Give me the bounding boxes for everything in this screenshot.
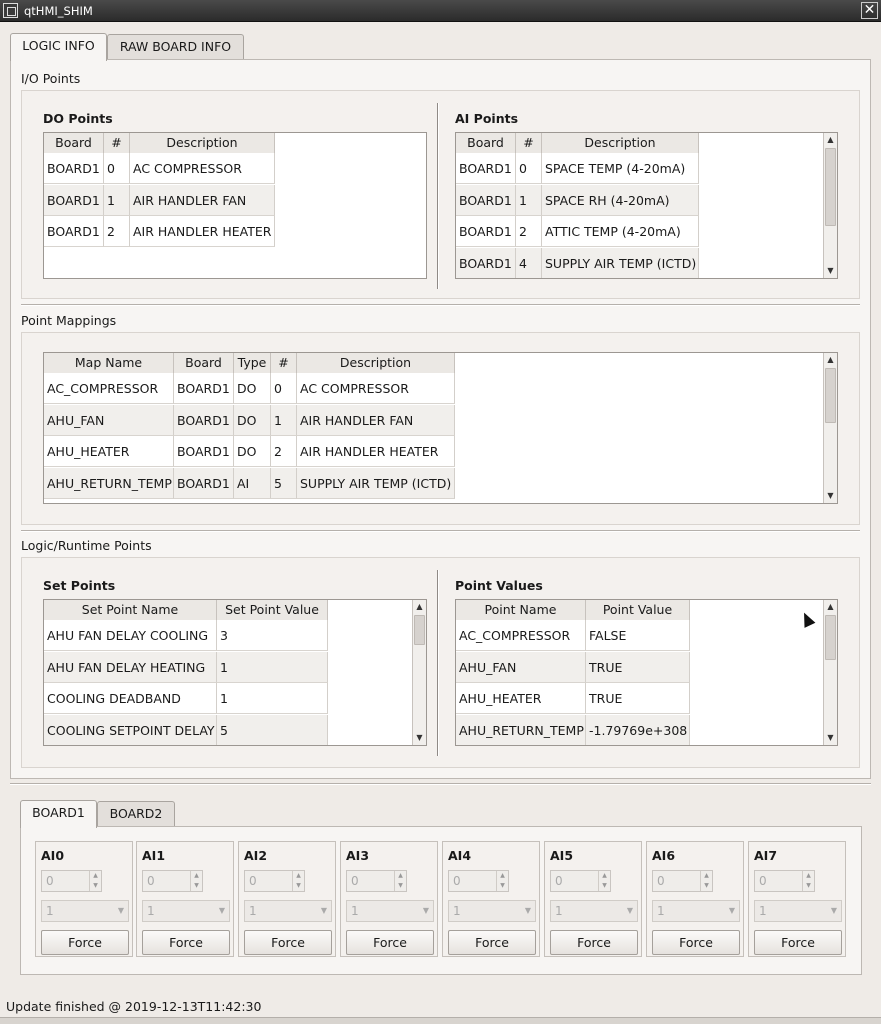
- table-cell: AHU_FAN: [456, 652, 586, 683]
- table-cell: AHU FAN DELAY HEATING: [44, 652, 217, 683]
- mode-dropdown[interactable]: [550, 900, 638, 922]
- force-button[interactable]: Force: [754, 930, 842, 955]
- window-bottom-edge: [0, 1017, 881, 1024]
- divider: [10, 783, 871, 785]
- spinbox-value: 0: [249, 874, 257, 888]
- column-header[interactable]: Board: [456, 133, 516, 153]
- mode-dropdown[interactable]: [754, 900, 842, 922]
- value-spinbox[interactable]: [448, 870, 509, 892]
- table-cell: AHU_HEATER: [44, 436, 174, 467]
- dropdown-value: 1: [147, 904, 155, 918]
- value-spinbox[interactable]: [41, 870, 102, 892]
- ai-channel-card: [544, 841, 642, 957]
- table-cell: 2: [104, 216, 130, 247]
- dropdown-value: 1: [249, 904, 257, 918]
- splitter[interactable]: [437, 103, 439, 289]
- table-cell: FALSE: [586, 620, 690, 651]
- dropdown-value: 1: [657, 904, 665, 918]
- spinbox-value: 0: [46, 874, 54, 888]
- table-cell: 2: [271, 436, 297, 467]
- column-header[interactable]: Point Name: [456, 600, 586, 620]
- splitter[interactable]: [437, 570, 439, 756]
- chevron-down-icon: ▼: [218, 906, 225, 915]
- ai-channel-label: AI4: [448, 848, 472, 863]
- dropdown-value: 1: [351, 904, 359, 918]
- spinbox-arrows-icon[interactable]: ▲ ▼: [89, 871, 101, 891]
- chevron-down-icon: ▼: [320, 906, 327, 915]
- ai-points-title: AI Points: [455, 111, 519, 126]
- scroll-down-arrow-icon[interactable]: ▼: [827, 266, 834, 275]
- table-cell: AI: [234, 468, 271, 499]
- table-cell: BOARD1: [456, 153, 516, 184]
- table-cell: AHU_RETURN_TEMP: [44, 468, 174, 499]
- table-cell: COOLING DEADBAND: [44, 683, 217, 714]
- point-values-title: Point Values: [455, 578, 543, 593]
- do-points-title: DO Points: [43, 111, 113, 126]
- mode-dropdown[interactable]: [346, 900, 434, 922]
- table-cell: AC COMPRESSOR: [297, 373, 455, 404]
- table-header: [456, 600, 690, 620]
- table-cell: 0: [516, 153, 542, 184]
- table-cell: AC COMPRESSOR: [130, 153, 275, 184]
- table-cell: SPACE TEMP (4-20mA): [542, 153, 699, 184]
- table-cell: 5: [271, 468, 297, 499]
- value-spinbox[interactable]: [754, 870, 815, 892]
- scroll-up-arrow-icon[interactable]: ▲: [416, 602, 423, 611]
- table-cell: SUPPLY AIR TEMP (ICTD): [542, 248, 699, 279]
- window-title: qtHMI_SHIM: [24, 4, 93, 18]
- column-header[interactable]: #: [104, 133, 130, 153]
- table-cell: BOARD1: [44, 153, 104, 184]
- scroll-down-arrow-icon[interactable]: ▼: [827, 491, 834, 500]
- tab-raw-board-info[interactable]: RAW BOARD INFO: [107, 34, 244, 60]
- table-cell: AHU_FAN: [44, 405, 174, 436]
- dropdown-value: 1: [759, 904, 767, 918]
- ai-channel-card: [646, 841, 744, 957]
- value-spinbox[interactable]: [652, 870, 713, 892]
- scroll-down-arrow-icon[interactable]: ▼: [416, 733, 423, 742]
- ai-channel-label: AI2: [244, 848, 268, 863]
- tab-board1[interactable]: BOARD1: [20, 800, 97, 828]
- scroll-down-arrow-icon[interactable]: ▼: [827, 733, 834, 742]
- spinbox-value: 0: [555, 874, 563, 888]
- spinbox-arrows-icon[interactable]: ▲ ▼: [190, 871, 202, 891]
- spinbox-arrows-icon[interactable]: ▲ ▼: [700, 871, 712, 891]
- table-cell: AC_COMPRESSOR: [456, 620, 586, 651]
- table-cell: BOARD1: [44, 185, 104, 216]
- spinbox-arrows-icon[interactable]: ▲ ▼: [598, 871, 610, 891]
- divider: [21, 530, 860, 532]
- table-cell: AHU_RETURN_TEMP: [456, 715, 586, 746]
- tab-board2[interactable]: BOARD2: [97, 801, 175, 827]
- table-cell: SUPPLY AIR TEMP (ICTD): [297, 468, 455, 499]
- table-cell: 4: [516, 248, 542, 279]
- status-text: Update finished @ 2019-12-13T11:42:30: [6, 999, 262, 1014]
- mode-dropdown[interactable]: [41, 900, 129, 922]
- table-cell: AHU FAN DELAY COOLING: [44, 620, 217, 651]
- mode-dropdown[interactable]: [652, 900, 740, 922]
- column-header[interactable]: Type: [234, 353, 271, 373]
- vertical-scrollbar[interactable]: [823, 353, 837, 503]
- spinbox-value: 0: [351, 874, 359, 888]
- table-cell: BOARD1: [174, 436, 234, 467]
- scroll-up-arrow-icon[interactable]: ▲: [827, 355, 834, 364]
- point-mappings-table[interactable]: [43, 352, 838, 504]
- table-header: [44, 133, 275, 153]
- chevron-down-icon: ▼: [117, 906, 124, 915]
- value-spinbox[interactable]: [142, 870, 203, 892]
- ai-channel-label: AI3: [346, 848, 370, 863]
- mode-dropdown[interactable]: [448, 900, 536, 922]
- table-cell: AIR HANDLER FAN: [297, 405, 455, 436]
- table-header: [44, 353, 455, 373]
- ai-channel-card: [748, 841, 846, 957]
- ai-channel-label: AI0: [41, 848, 65, 863]
- set-points-table[interactable]: [43, 599, 427, 746]
- ai-channel-card: [238, 841, 336, 957]
- scrollbar-thumb[interactable]: [825, 615, 836, 660]
- table-cell: 5: [217, 715, 328, 746]
- runtime-points-label: Logic/Runtime Points: [21, 538, 152, 553]
- chevron-down-icon: ▼: [524, 906, 531, 915]
- table-cell: DO: [234, 405, 271, 436]
- dropdown-value: 1: [453, 904, 461, 918]
- table-cell: -1.79769e+308: [586, 715, 690, 746]
- table-cell: AIR HANDLER HEATER: [297, 436, 455, 467]
- dropdown-value: 1: [555, 904, 563, 918]
- column-header[interactable]: Set Point Value: [217, 600, 328, 620]
- ai-channel-card: [340, 841, 438, 957]
- close-icon[interactable]: ✕: [861, 2, 878, 19]
- value-spinbox[interactable]: [550, 870, 611, 892]
- chevron-down-icon: ▼: [422, 906, 429, 915]
- ai-channel-label: AI6: [652, 848, 676, 863]
- scrollbar-thumb[interactable]: [825, 148, 836, 226]
- value-spinbox[interactable]: [346, 870, 407, 892]
- force-button[interactable]: Force: [346, 930, 434, 955]
- ai-points-table[interactable]: [455, 132, 838, 279]
- table-cell: TRUE: [586, 652, 690, 683]
- table-cell: 2: [516, 216, 542, 247]
- tab-logic-info[interactable]: LOGIC INFO: [10, 33, 107, 61]
- table-cell: ATTIC TEMP (4-20mA): [542, 216, 699, 247]
- vertical-scrollbar[interactable]: [412, 600, 426, 745]
- table-cell: BOARD1: [456, 216, 516, 247]
- force-button[interactable]: Force: [41, 930, 129, 955]
- table-cell: 1: [104, 185, 130, 216]
- mode-dropdown[interactable]: [142, 900, 230, 922]
- chevron-down-icon: ▼: [830, 906, 837, 915]
- ai-channel-label: AI5: [550, 848, 574, 863]
- table-cell: AC_COMPRESSOR: [44, 373, 174, 404]
- set-points-title: Set Points: [43, 578, 116, 593]
- spinbox-value: 0: [453, 874, 461, 888]
- ai-channel-card: [442, 841, 540, 957]
- table-cell: 0: [104, 153, 130, 184]
- spinbox-arrows-icon[interactable]: ▲ ▼: [292, 871, 304, 891]
- spinbox-value: 0: [657, 874, 665, 888]
- column-header[interactable]: Set Point Name: [44, 600, 217, 620]
- chevron-down-icon: ▼: [626, 906, 633, 915]
- table-header: [44, 600, 328, 620]
- table-cell: AIR HANDLER FAN: [130, 185, 275, 216]
- column-header[interactable]: Map Name: [44, 353, 174, 373]
- scroll-up-arrow-icon[interactable]: ▲: [827, 135, 834, 144]
- table-cell: DO: [234, 373, 271, 404]
- table-cell: 1: [516, 185, 542, 216]
- table-cell: 1: [217, 683, 328, 714]
- column-header[interactable]: Board: [44, 133, 104, 153]
- force-button[interactable]: Force: [244, 930, 332, 955]
- force-button[interactable]: Force: [142, 930, 230, 955]
- do-points-table[interactable]: [43, 132, 427, 279]
- table-cell: BOARD1: [174, 405, 234, 436]
- vertical-scrollbar[interactable]: [823, 133, 837, 278]
- divider: [21, 304, 860, 306]
- ai-channel-card: [136, 841, 234, 957]
- spinbox-value: 0: [147, 874, 155, 888]
- window-menu-icon[interactable]: [3, 3, 18, 18]
- table-cell: BOARD1: [44, 216, 104, 247]
- column-header[interactable]: Board: [174, 353, 234, 373]
- force-button[interactable]: Force: [550, 930, 638, 955]
- chevron-down-icon: ▼: [728, 906, 735, 915]
- column-header[interactable]: Point Value: [586, 600, 690, 620]
- spinbox-arrows-icon[interactable]: ▲ ▼: [802, 871, 814, 891]
- table-cell: DO: [234, 436, 271, 467]
- column-header[interactable]: Description: [130, 133, 275, 153]
- vertical-scrollbar[interactable]: [823, 600, 837, 745]
- table-cell: AIR HANDLER HEATER: [130, 216, 275, 247]
- ai-channel-label: AI7: [754, 848, 778, 863]
- scrollbar-thumb[interactable]: [414, 615, 425, 645]
- point-mappings-label: Point Mappings: [21, 313, 117, 328]
- table-cell: SPACE RH (4-20mA): [542, 185, 699, 216]
- column-header[interactable]: Description: [297, 353, 455, 373]
- window-titlebar: [0, 0, 881, 22]
- spinbox-arrows-icon[interactable]: ▲ ▼: [394, 871, 406, 891]
- table-cell: TRUE: [586, 683, 690, 714]
- column-header[interactable]: Description: [542, 133, 699, 153]
- mode-dropdown[interactable]: [244, 900, 332, 922]
- table-cell: 0: [271, 373, 297, 404]
- ai-channel-label: AI1: [142, 848, 166, 863]
- spinbox-arrows-icon[interactable]: ▲ ▼: [496, 871, 508, 891]
- table-cell: 1: [271, 405, 297, 436]
- column-header[interactable]: #: [271, 353, 297, 373]
- table-cell: 1: [217, 652, 328, 683]
- io-points-label: I/O Points: [21, 71, 81, 86]
- table-cell: AHU_HEATER: [456, 683, 586, 714]
- table-header: [456, 133, 699, 153]
- table-cell: BOARD1: [456, 185, 516, 216]
- column-header[interactable]: #: [516, 133, 542, 153]
- value-spinbox[interactable]: [244, 870, 305, 892]
- dropdown-value: 1: [46, 904, 54, 918]
- table-cell: COOLING SETPOINT DELAY: [44, 715, 217, 746]
- table-cell: 3: [217, 620, 328, 651]
- ai-channel-card: [35, 841, 133, 957]
- table-cell: BOARD1: [174, 468, 234, 499]
- force-button[interactable]: Force: [652, 930, 740, 955]
- point-values-table[interactable]: [455, 599, 838, 746]
- table-cell: BOARD1: [174, 373, 234, 404]
- spinbox-value: 0: [759, 874, 767, 888]
- scrollbar-thumb[interactable]: [825, 368, 836, 423]
- force-button[interactable]: Force: [448, 930, 536, 955]
- scroll-up-arrow-icon[interactable]: ▲: [827, 602, 834, 611]
- table-cell: BOARD1: [456, 248, 516, 279]
